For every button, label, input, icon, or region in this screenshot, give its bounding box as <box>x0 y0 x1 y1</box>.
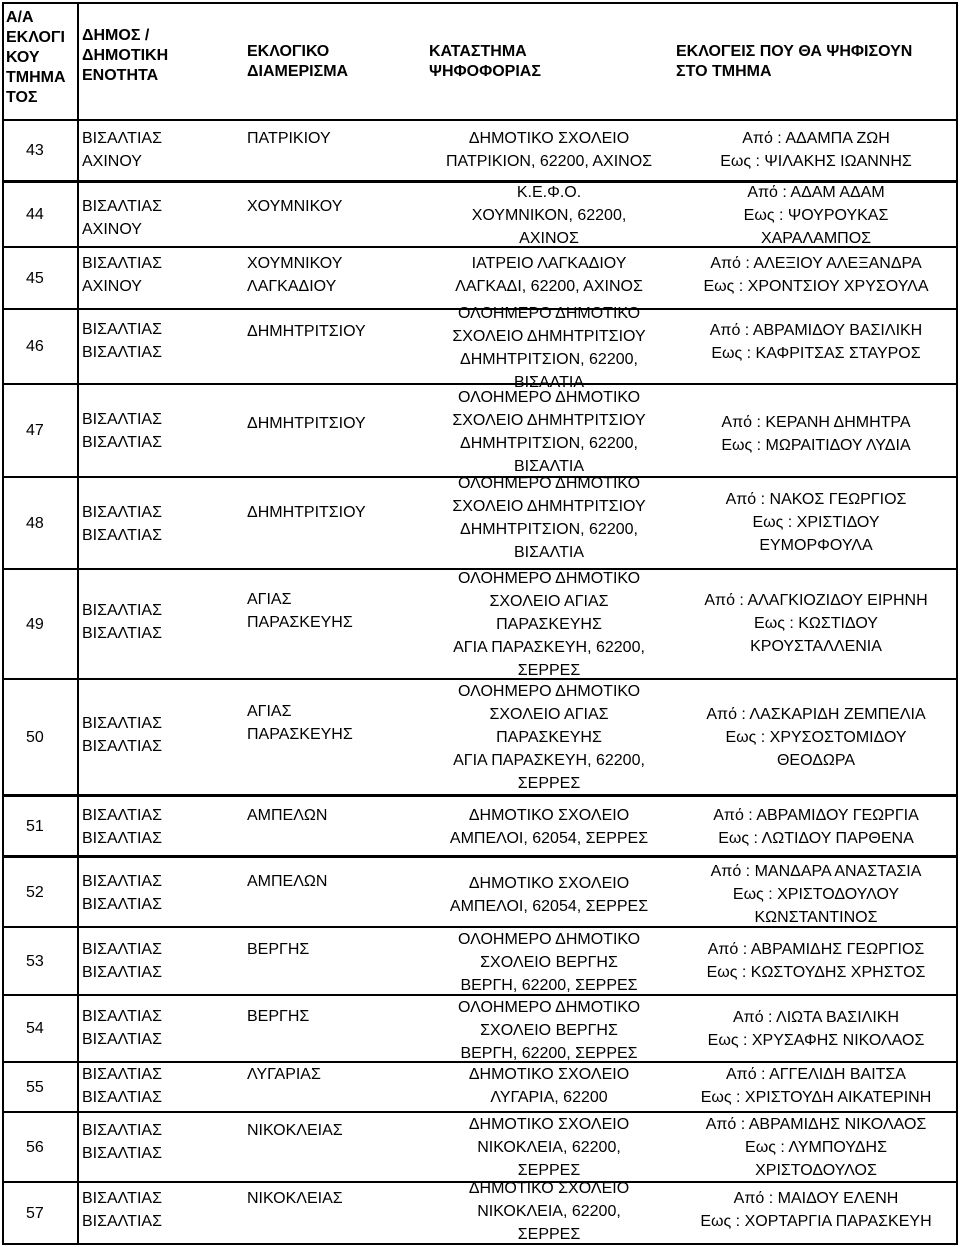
district-cell: ΑΜΠΕΛΩΝ <box>247 873 328 890</box>
table-row <box>2 858 958 928</box>
station-cell: ΙΑΤΡΕΙΟ ΛΑΓΚΑΔΙΟΥ ΛΑΓΚΑΔΙ, 62200, ΑΧΙΝΟΣ <box>455 255 643 295</box>
district-cell: ΒΕΡΓΗΣ <box>247 941 310 958</box>
table-row <box>2 1113 958 1183</box>
row-number: 45 <box>26 269 44 287</box>
table-row <box>2 680 958 797</box>
voters-cell: Από : ΑΔΑΜΠΑ ΖΩΗ Εως : ΨΙΛΑΚΗΣ ΙΩΑΝΝΗΣ <box>720 130 912 170</box>
municipality-cell: ΒΙΣΑΛΤΙΑΣ ΒΙΣΑΛΤΙΑΣ <box>82 1008 162 1048</box>
voters-cell: Από : ΜΑΝΔΑΡΑ ΑΝΑΣΤΑΣΙΑ Εως : ΧΡΙΣΤΟΔΟΥΛΟΥ ΚΩΝΣΤΑΝΤΙΝΟΣ <box>710 863 922 926</box>
municipality-cell: ΒΙΣΑΛΤΙΑΣ ΒΙΣΑΛΤΙΑΣ <box>82 873 162 913</box>
table-row <box>2 1063 958 1113</box>
district-cell: ΒΕΡΓΗΣ <box>247 1008 310 1025</box>
grid-line-left <box>2 2 4 1245</box>
district-cell: ΑΓΙΑΣ ΠΑΡΑΣΚΕΥΗΣ <box>247 703 353 743</box>
row-number: 50 <box>26 728 44 746</box>
district-cell: ΛΥΓΑΡΙΑΣ <box>247 1066 321 1083</box>
station-cell: ΔΗΜΟΤΙΚΟ ΣΧΟΛΕΙΟ ΑΜΠΕΛΟΙ, 62054, ΣΕΡΡΕΣ <box>449 807 649 847</box>
voters-cell: Από : ΑΒΡΑΜΙΔΗΣ ΓΕΩΡΓΙΟΣ Εως : ΚΩΣΤΟΥΔΗΣ ΧΡΗΣΤΟΣ <box>706 941 926 981</box>
row-number: 54 <box>26 1020 44 1037</box>
municipality-cell: ΒΙΣΑΛΤΙΑΣ ΑΧΙΝΟΥ <box>82 255 162 295</box>
header-voters: ΕΚΛΟΓΕΙΣ ΠΟΥ ΘΑ ΨΗΦΙΣΟΥΝ ΣΤΟ ΤΜΗΜΑ <box>676 43 913 80</box>
header-number: Α/Α ΕΚΛΟΓΙ ΚΟΥ ΤΜΗΜΑ ΤΟΣ <box>6 9 66 106</box>
row-number: 49 <box>26 615 44 633</box>
voters-cell: Από : ΑΒΡΑΜΙΔΟΥ ΓΕΩΡΓΙΑ Εως : ΛΩΤΙΔΟΥ ΠΑΡΘΕΝΑ <box>713 807 919 847</box>
voters-cell: Από : ΛΑΣΚΑΡΙΔΗ ΖΕΜΠΕΛΙΑ Εως : ΧΡΥΣΟΣΤΟΜΙΔΟΥ ΘΕΟΔΩΡΑ <box>706 706 926 769</box>
station-cell: ΔΗΜΟΤΙΚΟ ΣΧΟΛΕΙΟ ΛΥΓΑΡΙΑ, 62200 <box>468 1066 630 1106</box>
district-cell: ΔΗΜΗΤΡΙΤΣΙΟΥ <box>247 323 366 340</box>
municipality-cell: ΒΙΣΑΛΤΙΑΣ ΒΙΣΑΛΤΙΑΣ <box>82 807 162 847</box>
municipality-cell: ΒΙΣΑΛΤΙΑΣ ΒΙΣΑΛΤΙΑΣ <box>82 321 162 361</box>
district-cell: ΝΙΚΟΚΛΕΙΑΣ <box>247 1122 343 1139</box>
header-municipality: ΔΗΜΟΣ / ΔΗΜΟΤΙΚΗ ΕΝΟΤΗΤΑ <box>82 27 169 84</box>
station-cell: ΔΗΜΟΤΙΚΟ ΣΧΟΛΕΙΟ ΝΙΚΟΚΛΕΙΑ, 62200, ΣΕΡΡΕΣ <box>468 1116 630 1179</box>
district-cell: ΝΙΚΟΚΛΕΙΑΣ <box>247 1190 343 1207</box>
header-district: ΕΚΛΟΓΙΚΟ ΔΙΑΜΕΡΙΣΜΑ <box>247 43 349 80</box>
row-number: 43 <box>26 142 44 159</box>
table-row <box>2 928 958 996</box>
station-cell: ΟΛΟΗΜΕΡΟ ΔΗΜΟΤΙΚΟ ΣΧΟΛΕΙΟ ΑΓΙΑΣ ΠΑΡΑΣΚΕΥΗΣ ΑΓΙΑ ΠΑΡΑΣΚΕΥΗ, 62200, ΣΕΡΡΕΣ <box>453 683 645 792</box>
municipality-cell: ΒΙΣΑΛΤΙΑΣ ΒΙΣΑΛΤΙΑΣ <box>82 602 162 642</box>
table-row <box>2 475 958 570</box>
municipality-cell: ΒΙΣΑΛΤΙΑΣ ΒΙΣΑΛΤΙΑΣ <box>82 941 162 981</box>
row-number: 48 <box>26 514 44 532</box>
municipality-cell: ΒΙΣΑΛΤΙΑΣ ΒΙΣΑΛΤΙΑΣ <box>82 1190 162 1230</box>
district-cell: ΧΟΥΜΝΙΚΟΥ <box>247 198 343 215</box>
station-cell: ΟΛΟΗΜΕΡΟ ΔΗΜΟΤΙΚΟ ΣΧΟΛΕΙΟ ΑΓΙΑΣ ΠΑΡΑΣΚΕΥΗΣ ΑΓΙΑ ΠΑΡΑΣΚΕΥΗ, 62200, ΣΕΡΡΕΣ <box>453 570 645 679</box>
table-row <box>2 121 958 183</box>
row-number: 44 <box>26 206 44 223</box>
table-row <box>2 797 958 858</box>
municipality-cell: ΒΙΣΑΛΤΙΑΣ ΒΙΣΑΛΤΙΑΣ <box>82 1066 162 1106</box>
header-station: ΚΑΤΑΣΤΗΜΑ ΨΗΦΟΦΟΡΙΑΣ <box>429 43 541 80</box>
voters-cell: Από : ΑΛΕΞΙΟΥ ΑΛΕΞΑΝΔΡΑ Εως : ΧΡΟΝΤΣΙΟΥ ΧΡΥΣΟΥΛΑ <box>703 255 929 295</box>
table-header <box>2 2 958 121</box>
row-number: 56 <box>26 1138 44 1156</box>
voters-cell: Από : ΝΑΚΟΣ ΓΕΩΡΓΙΟΣ Εως : ΧΡΙΣΤΙΔΟΥ ΕΥΜΟΡΦΟΥΛΑ <box>725 491 907 554</box>
table-row <box>2 183 958 248</box>
station-cell: ΟΛΟΗΜΕΡΟ ΔΗΜΟΤΙΚΟ ΣΧΟΛΕΙΟ ΒΕΡΓΗΣ ΒΕΡΓΗ, 62200, ΣΕΡΡΕΣ <box>457 931 641 994</box>
voters-cell: Από : ΜΑΙΔΟΥ ΕΛΕΝΗ Εως : ΧΟΡΤΑΡΓΙΑ ΠΑΡΑΣΚΕΥΗ <box>700 1190 932 1230</box>
voters-cell: Από : ΛΙΩΤΑ ΒΑΣΙΛΙΚΗ Εως : ΧΡΥΣΑΦΗΣ ΝΙΚΟΛΑΟΣ <box>707 1009 925 1049</box>
row-number: 55 <box>26 1078 44 1096</box>
station-cell: ΟΛΟΗΜΕΡΟ ΔΗΜΟΤΙΚΟ ΣΧΟΛΕΙΟ ΔΗΜΗΤΡΙΤΣΙΟΥ ΔΗΜΗΤΡΙΤΣΙΟΝ, 62200, ΒΙΣΑΛΤΙΑ <box>452 389 646 475</box>
grid-line-1 <box>77 2 79 1245</box>
station-cell: ΔΗΜΟΤΙΚΟ ΣΧΟΛΕΙΟ ΑΜΠΕΛΟΙ, 62054, ΣΕΡΡΕΣ <box>449 875 649 915</box>
table-row <box>2 996 958 1063</box>
row-number: 46 <box>26 338 44 355</box>
municipality-cell: ΒΙΣΑΛΤΙΑΣ ΑΧΙΝΟΥ <box>82 198 162 238</box>
row-number: 51 <box>26 817 44 835</box>
district-cell: ΔΗΜΗΤΡΙΤΣΙΟΥ <box>247 504 366 521</box>
district-cell: ΑΓΙΑΣ ΠΑΡΑΣΚΕΥΗΣ <box>247 591 353 631</box>
table-row <box>2 385 958 478</box>
station-cell: ΔΗΜΟΤΙΚΟ ΣΧΟΛΕΙΟ ΠΑΤΡΙΚΙΟΝ, 62200, ΑΧΙΝΟΣ <box>445 130 653 170</box>
table-row <box>2 1180 958 1245</box>
grid-line-right <box>956 2 958 1245</box>
municipality-cell: ΒΙΣΑΛΤΙΑΣ ΒΙΣΑΛΤΙΑΣ <box>82 1122 162 1162</box>
station-cell: Κ.Ε.Φ.Ο. ΧΟΥΜΝΙΚΟΝ, 62200, ΑΧΙΝΟΣ <box>471 184 627 247</box>
voters-cell: Από : ΑΛΑΓΚΙΟΖΙΔΟΥ ΕΙΡΗΝΗ Εως : ΚΩΣΤΙΔΟΥ ΚΡΟΥΣΤΑΛΛΕΝΙΑ <box>704 592 928 655</box>
municipality-cell: ΒΙΣΑΛΤΙΑΣ ΒΙΣΑΛΤΙΑΣ <box>82 715 162 755</box>
municipality-cell: ΒΙΣΑΛΤΙΑΣ ΒΙΣΑΛΤΙΑΣ <box>82 411 162 451</box>
district-cell: ΔΗΜΗΤΡΙΤΣΙΟΥ <box>247 415 366 432</box>
district-cell: ΧΟΥΜΝΙΚΟΥ ΛΑΓΚΑΔΙΟΥ <box>247 255 343 295</box>
voters-cell: Από : ΚΕΡΑΝΗ ΔΗΜΗΤΡΑ Εως : ΜΩΡΑΙΤΙΔΟΥ ΛΥΔΙΑ <box>721 414 911 454</box>
table-row <box>2 248 958 310</box>
station-cell: ΟΛΟΗΜΕΡΟ ΔΗΜΟΤΙΚΟ ΣΧΟΛΕΙΟ ΔΗΜΗΤΡΙΤΣΙΟΥ ΔΗΜΗΤΡΙΤΣΙΟΝ, 62200, ΒΙΣΑΛΤΙΑ <box>452 305 646 391</box>
municipality-cell: ΒΙΣΑΛΤΙΑΣ ΑΧΙΝΟΥ <box>82 130 162 170</box>
station-cell: ΔΗΜΟΤΙΚΟ ΣΧΟΛΕΙΟ ΝΙΚΟΚΛΕΙΑ, 62200, ΣΕΡΡΕΣ <box>468 1180 630 1243</box>
district-cell: ΑΜΠΕΛΩΝ <box>247 807 328 824</box>
table-row <box>2 570 958 680</box>
row-number: 52 <box>26 883 44 901</box>
voters-cell: Από : ΑΓΓΕΛΙΔΗ ΒΑΙΤΣΑ Εως : ΧΡΙΣΤΟΥΔΗ ΑΙΚΑΤΕΡΙΝΗ <box>700 1066 932 1106</box>
district-cell: ΠΑΤΡΙΚΙΟΥ <box>247 130 331 147</box>
voters-cell: Από : ΑΒΡΑΜΙΔΟΥ ΒΑΣΙΛΙΚΗ Εως : ΚΑΦΡΙΤΣΑΣ ΣΤΑΥΡΟΣ <box>709 322 923 362</box>
voters-cell: Από : ΑΔΑΜ ΑΔΑΜ Εως : ΨΟΥΡΟΥΚΑΣ ΧΑΡΑΛΑΜΠΟΣ <box>743 184 889 247</box>
station-cell: ΟΛΟΗΜΕΡΟ ΔΗΜΟΤΙΚΟ ΣΧΟΛΕΙΟ ΔΗΜΗΤΡΙΤΣΙΟΥ ΔΗΜΗΤΡΙΤΣΙΟΝ, 62200, ΒΙΣΑΛΤΙΑ <box>452 475 646 561</box>
municipality-cell: ΒΙΣΑΛΤΙΑΣ ΒΙΣΑΛΤΙΑΣ <box>82 504 162 544</box>
station-cell: ΟΛΟΗΜΕΡΟ ΔΗΜΟΤΙΚΟ ΣΧΟΛΕΙΟ ΒΕΡΓΗΣ ΒΕΡΓΗ, 62200, ΣΕΡΡΕΣ <box>457 999 641 1062</box>
voters-cell: Από : ΑΒΡΑΜΙΔΗΣ ΝΙΚΟΛΑΟΣ Εως : ΛΥΜΠΟΥΔΗΣ ΧΡΙΣΤΟΔΟΥΛΟΣ <box>705 1116 927 1179</box>
table-row <box>2 305 958 391</box>
row-number: 53 <box>26 952 44 970</box>
row-number: 57 <box>26 1204 44 1222</box>
row-number: 47 <box>26 422 44 439</box>
